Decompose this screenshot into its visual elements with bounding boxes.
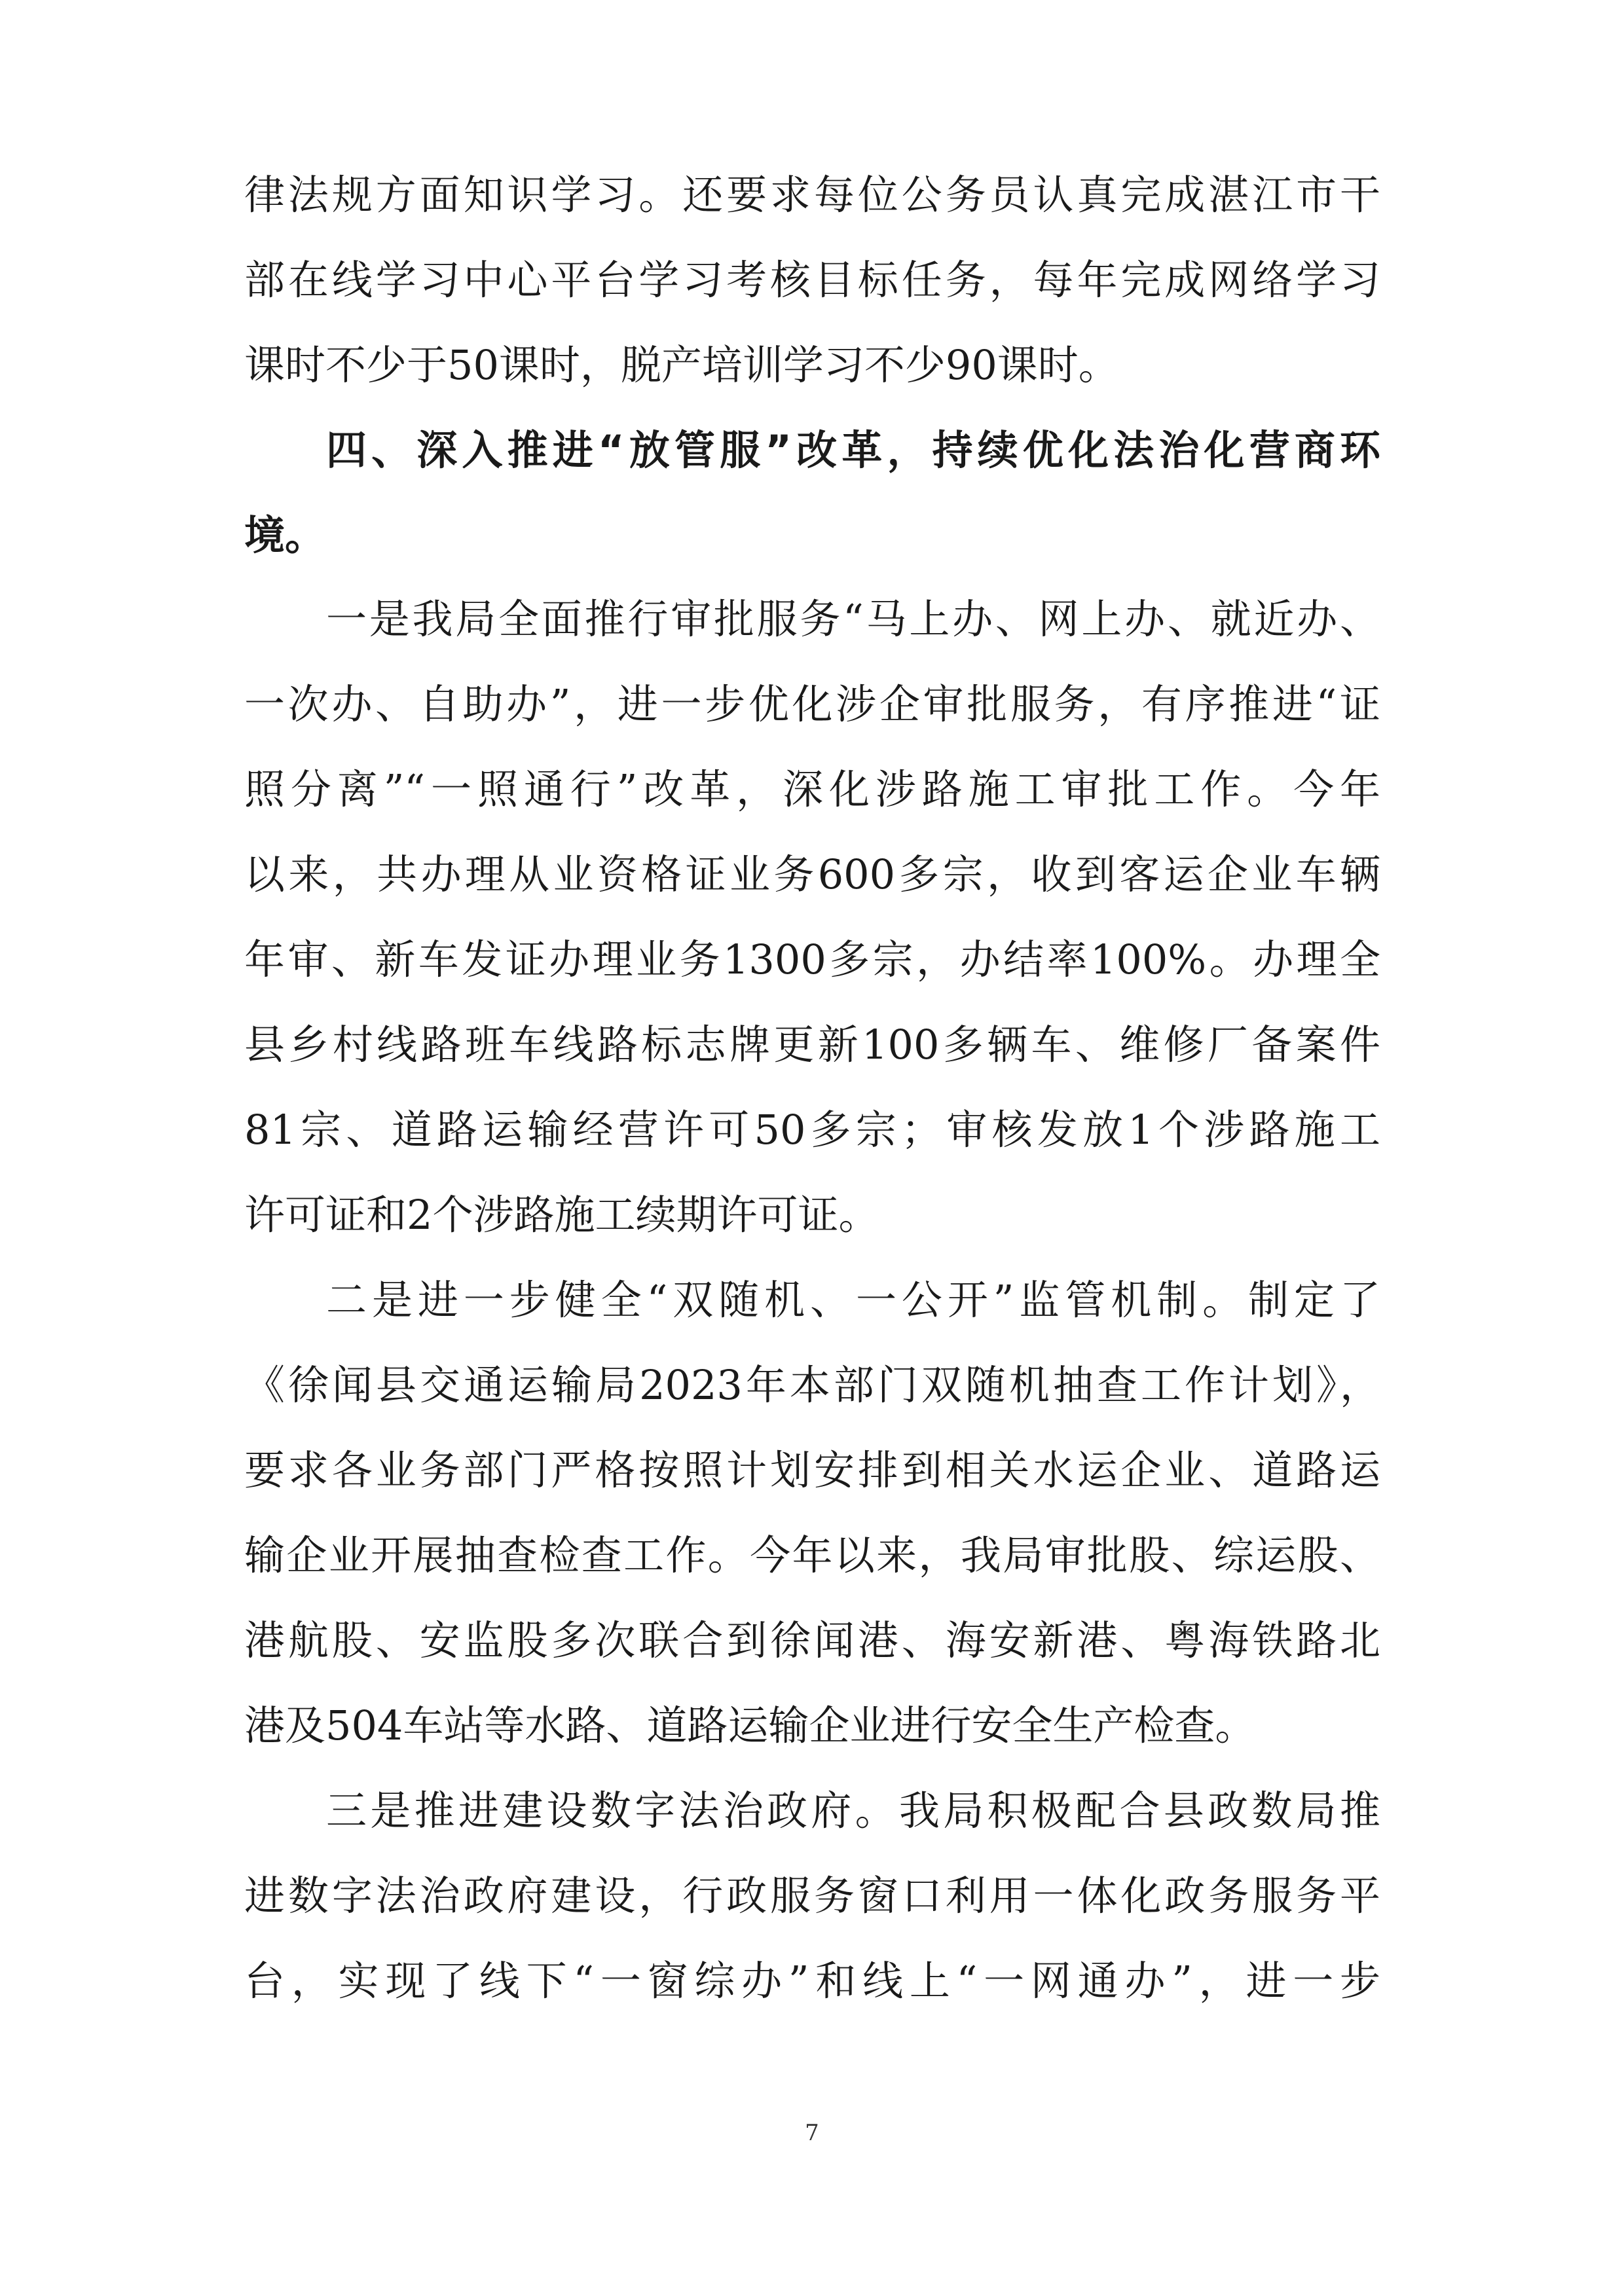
paragraph-line: 以来，共办理从业资格证业务600多宗，收到客运企业车辆	[244, 850, 1380, 898]
paragraph-line: 课时不少于50课时，脱产培训学习不少90课时。	[244, 341, 1119, 389]
paragraph-line: 港及504车站等水路、道路运输企业进行安全生产检查。	[244, 1702, 1256, 1749]
paragraph-line: 照分离”“一照通行”改革，深化涉路施工审批工作。今年	[244, 765, 1380, 813]
paragraph-line: 年审、新车发证办理业务1300多宗，办结率100%。办理全	[244, 936, 1380, 983]
paragraph-line: 部在线学习中心平台学习考核目标任务，每年完成网络学习	[244, 256, 1380, 304]
section-heading: 境。	[244, 511, 326, 559]
paragraph-line: 进数字法治政府建设，行政服务窗口利用一体化政务服务平	[244, 1872, 1380, 1920]
paragraph-line: 港航股、安监股多次联合到徐闻港、海安新港、粤海铁路北	[244, 1616, 1380, 1664]
paragraph-line: 81宗、道路运输经营许可50多宗；审核发放1个涉路施工	[244, 1106, 1380, 1154]
paragraph-line: 一是我局全面推行审批服务“马上办、网上办、就近办、	[326, 595, 1380, 643]
paragraph-line: 台，实现了线下“一窗综办”和线上“一网通办”，进一步	[244, 1957, 1380, 2005]
section-heading: 四、深入推进“放管服”改革，持续优化法治化营商环	[326, 426, 1380, 474]
paragraph-line: 输企业开展抽查检查工作。今年以来，我局审批股、综运股、	[244, 1531, 1380, 1579]
paragraph-line: 《徐闻县交通运输局2023年本部门双随机抽查工作计划》，	[244, 1361, 1380, 1409]
paragraph-line: 县乡村线路班车线路标志牌更新100多辆车、维修厂备案件	[244, 1021, 1380, 1068]
paragraph-line: 要求各业务部门严格按照计划安排到相关水运企业、道路运	[244, 1446, 1380, 1494]
page-number: 7	[805, 2120, 819, 2146]
paragraph-line: 二是进一步健全“双随机、一公开”监管机制。制定了	[326, 1276, 1380, 1324]
paragraph-line: 律法规方面知识学习。还要求每位公务员认真完成湛江市干	[244, 171, 1380, 219]
paragraph-line: 许可证和2个涉路施工续期许可证。	[244, 1191, 879, 1239]
paragraph-line: 一次办、自助办”，进一步优化涉企审批服务，有序推进“证	[244, 680, 1380, 728]
paragraph-line: 三是推进建设数字法治政府。我局积极配合县政数局推	[326, 1787, 1380, 1834]
